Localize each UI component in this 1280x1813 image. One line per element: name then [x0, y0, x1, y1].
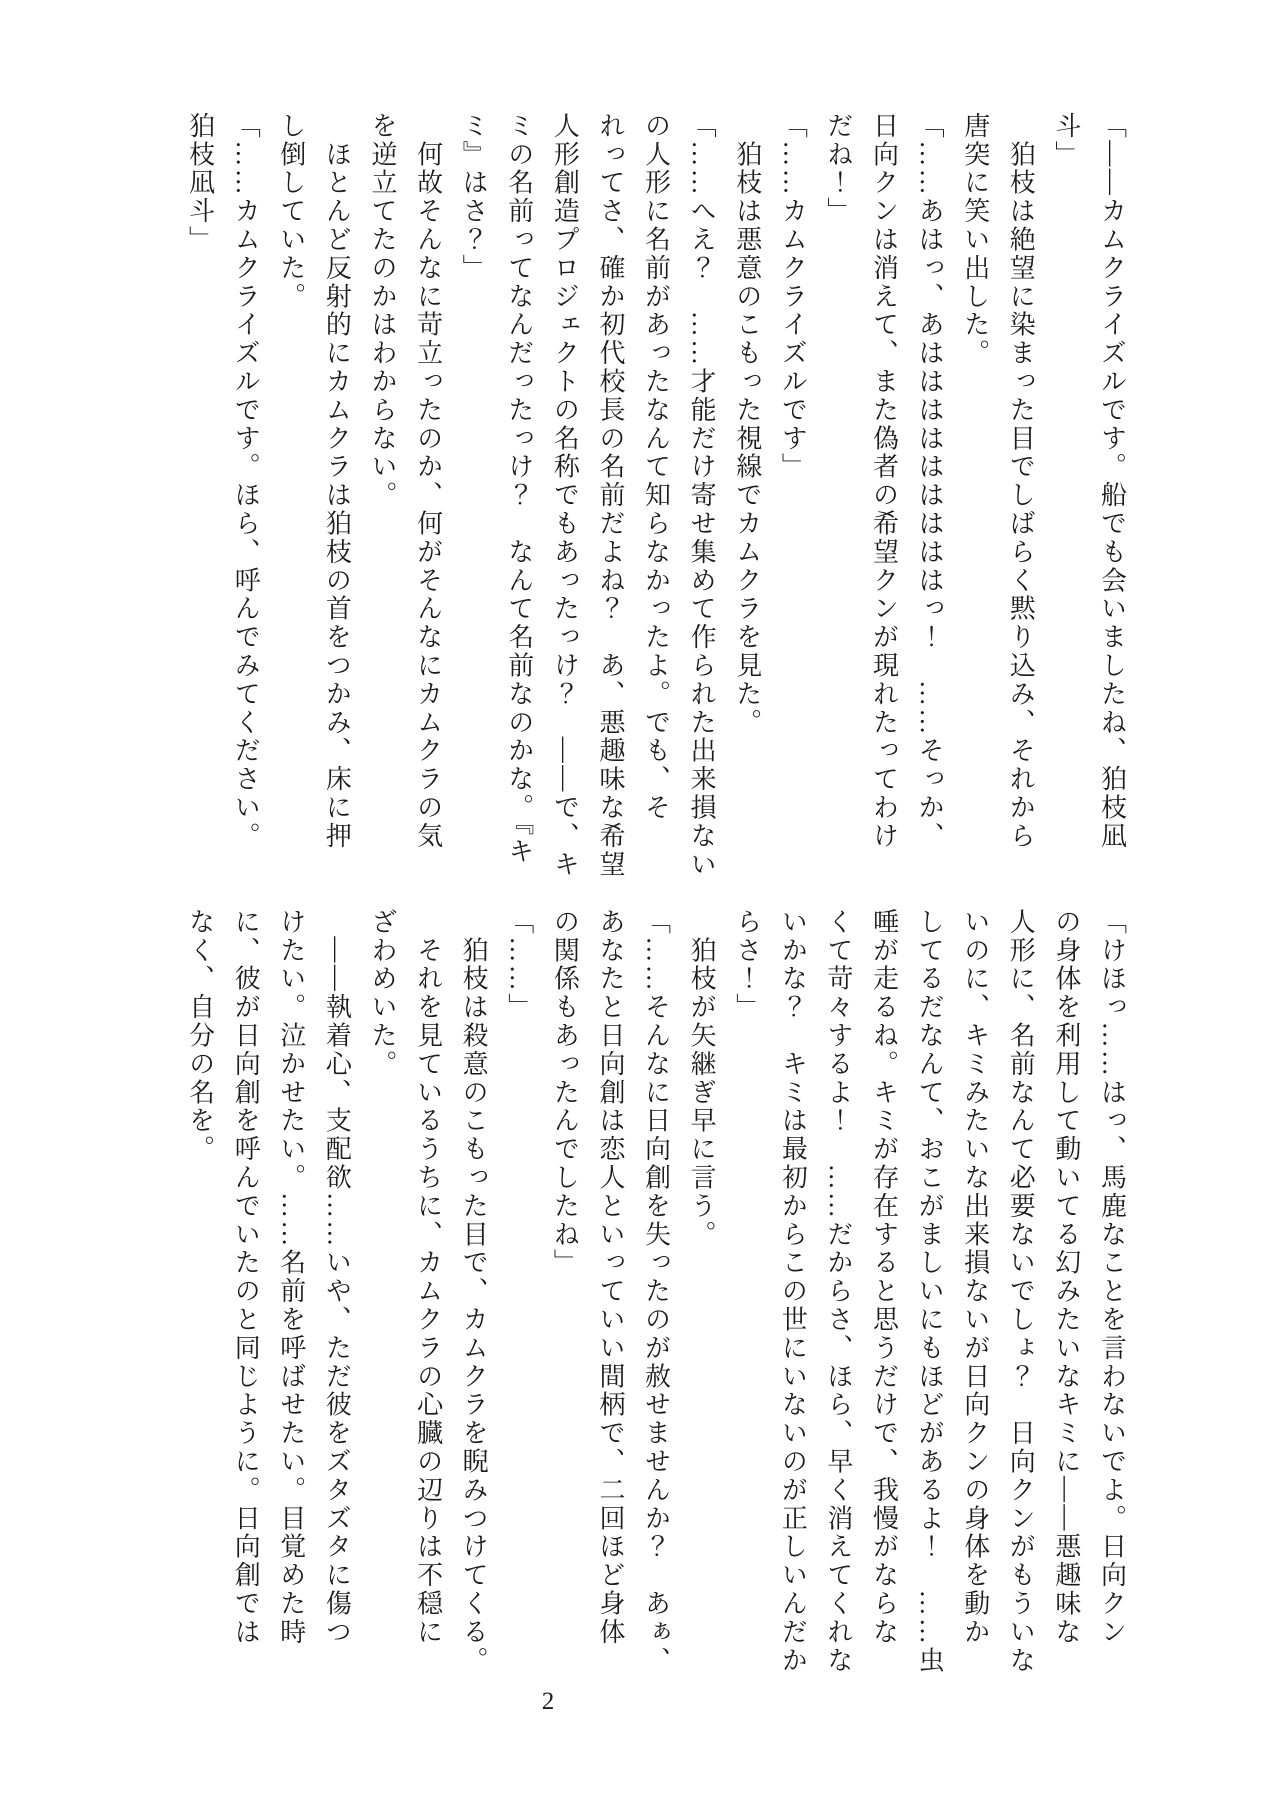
text-column: あなたと日向創は恋人といっていい間柄で、二回ほど身体: [595, 908, 625, 1647]
text-column: ——執着心、支配欲……いや、ただ彼をズタズタに傷つ: [322, 908, 352, 1647]
text-column: いかな？ キミは最初からこの世にいないのが正しいんだか: [778, 908, 808, 1675]
text-column: ミの名前ってなんだったっけ？ なんて名前なのかな。『キ: [504, 112, 534, 866]
text-column: 「……あはっ、あはははははははははっ！ ……そっか、: [915, 112, 945, 851]
text-column: れってさ、確か初代校長の名前だよね？ あ、悪趣味な希望: [595, 112, 625, 879]
text-column: 唐突に笑い出した。: [960, 112, 990, 368]
text-column: 「——カムクライズルです。船でも会いましたね、狛枝凪: [1097, 112, 1127, 851]
text-column: 「けほっ……はっ、馬鹿なことを言わないでよ。日向クン: [1097, 908, 1127, 1647]
text-column: 「……カムクライズルです。ほら、呼んでみてください。: [231, 112, 261, 851]
text-column: 日向クンは消えて、また偽者の希望クンが現れたってわけ: [869, 112, 899, 851]
text-column: くて苛々するよ！ ……だからさ、ほら、早く消えてくれな: [823, 908, 853, 1675]
text-column: 狛枝凪斗」: [185, 112, 215, 254]
text-column: を逆立てたのかはわからない。: [367, 112, 397, 510]
text-column: だね！」: [823, 112, 853, 226]
text-column: らさ！」: [732, 908, 762, 1022]
text-column: 人形創造プロジェクトの名称でもあったっけ？ ——で、キ: [550, 112, 580, 879]
text-column: し倒していた。: [276, 112, 306, 311]
text-column: けたい。泣かせたい。……名前を呼ばせたい。目覚めた時: [276, 908, 306, 1647]
page-number: 2: [541, 1688, 555, 1715]
text-column: ほとんど反射的にカムクラは狛枝の首をつかみ、床に押: [322, 112, 352, 851]
text-column: いのに、キミみたいな出来損ないが日向クンの身体を動か: [960, 908, 990, 1647]
text-column: の人形に名前があったなんて知らなかったよ。でも、そ: [641, 112, 671, 822]
text-column: 狛枝は絶望に染まった目でしばらく黙り込み、それから: [1006, 112, 1036, 851]
text-column: 人形に、名前なんて必要ないでしょ？ 日向クンがもういな: [1006, 908, 1036, 1675]
text-column: それを見ているうちに、カムクラの心臓の辺りは不穏に: [413, 908, 443, 1647]
text-column: してるだなんて、おこがましいにもほどがあるよ！ ……虫: [915, 908, 945, 1675]
text-column: ざわめいた。: [367, 908, 397, 1079]
text-column: 「……へえ？ ……才能だけ寄せ集めて作られた出来損ない: [687, 112, 717, 879]
text-column: 「……カムクライズルです」: [778, 112, 808, 482]
text-column: 「……そんなに日向創を失ったのが赦せませんか？ あぁ、: [641, 908, 671, 1675]
text-column: 何故そんなに苛立ったのか、何がそんなにカムクラの気: [413, 112, 443, 851]
text-block-bottom: [177, 908, 1134, 1693]
text-column: 唾が走るね。キミが存在すると思うだけで、我慢がならな: [869, 908, 899, 1647]
text-block-top: [177, 112, 1134, 897]
text-column: の関係もあったんでしたね」: [550, 908, 580, 1278]
text-column: 狛枝は悪意のこもった視線でカムクラを見た。: [732, 112, 762, 737]
text-column: の身体を利用して動いてる幻みたいなキミに——悪趣味な: [1051, 908, 1081, 1647]
text-column: 狛枝は殺意のこもった目で、カムクラを睨みつけてくる。: [459, 908, 489, 1675]
text-column: 斗」: [1051, 112, 1081, 169]
text-column: ミ』はさ？」: [459, 112, 489, 283]
text-column: 「……」: [504, 908, 534, 1022]
text-column: なく、自分の名を。: [185, 908, 215, 1164]
text-column: に、彼が日向創を呼んでいたのと同じように。日向創では: [231, 908, 261, 1647]
text-column: 狛枝が矢継ぎ早に言う。: [687, 908, 717, 1249]
